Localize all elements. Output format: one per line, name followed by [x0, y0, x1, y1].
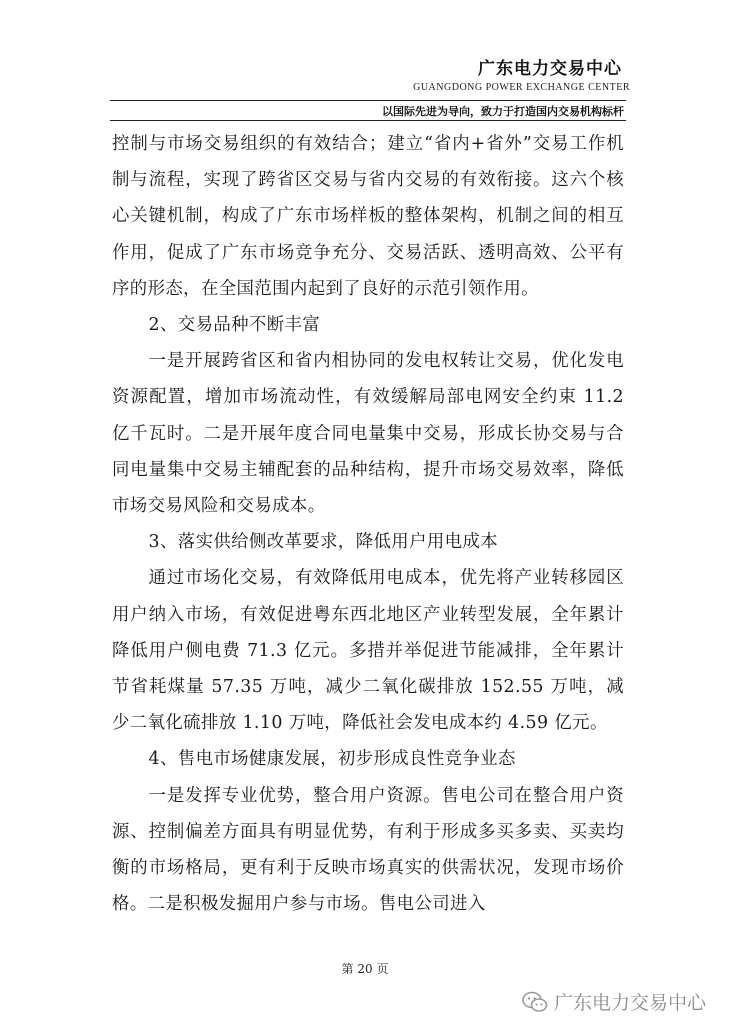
wechat-icon	[522, 991, 548, 1013]
page-header	[0, 0, 730, 120]
organization-name-english: GUANGDONG POWER EXCHANGE CENTER	[413, 82, 630, 93]
paragraph: 通过市场化交易，有效降低用电成本，优先将产业转移园区用户纳入市场，有效促进粤东西北地区产业转型发展，全年累计降低用户侧电费 71.3 亿元。多措并举促进节能减排，全年累计节省耗煤量 57.35 万吨，减少二氧化碳排放 152.55 万吨，减少二氧化硫排放 1.10 万吨，降低社会发电成本约 4.59 亿元。	[112, 568, 624, 734]
paragraph: 控制与市场交易组织的有效结合；建立“省内+省外”交易工作机制与流程，实现了跨省区交易与省内交易的有效衔接。这六个核心关键机制，构成了广东市场样板的整体架构，机制之间的相互作用，促成了广东市场竞争充分、交易活跃、透明高效、公平有序的形态，在全国范围内起到了良好的示范引领作用。	[112, 134, 624, 299]
section-heading: 4、售电市场健康发展，初步形成良性竞争业态	[148, 749, 516, 770]
organization-name: 广东电力交易中心	[478, 59, 622, 79]
watermark	[522, 988, 706, 1015]
header-rule-bottom	[110, 120, 626, 121]
header-rule-top	[110, 100, 626, 101]
watermark-text: 广东电力交易中心	[553, 992, 706, 1014]
page-number: 第 20 页	[341, 962, 389, 976]
paragraph: 一是开展跨省区和省内相协同的发电权转让交易，优化发电资源配置，增加市场流动性，有效缓解局部电网安全约束 11.2 亿千瓦时。二是开展年度合同电量集中交易，形成长协交易与合同电量集中交易主辅配套的品种结构，提升市场交易效率，降低市场交易风险和交易成本。	[112, 351, 624, 517]
section-heading: 2、交易品种不断丰富	[148, 315, 321, 336]
header-slogan: 以国际先进为导向，致力于打造国内交易机构标杆	[382, 105, 624, 118]
document-body	[112, 126, 624, 922]
paragraph: 一是发挥专业优势，整合用户资源。售电公司在整合用户资源、控制偏差方面具有明显优势，有利于形成多买多卖、买卖均衡的市场格局，更有利于反映市场真实的供需状况，发现市场价格。二是积极发掘用户参与市场。售电公司进入	[112, 785, 624, 915]
section-heading: 3、落实供给侧改革要求，降低用户用电成本	[148, 532, 499, 553]
